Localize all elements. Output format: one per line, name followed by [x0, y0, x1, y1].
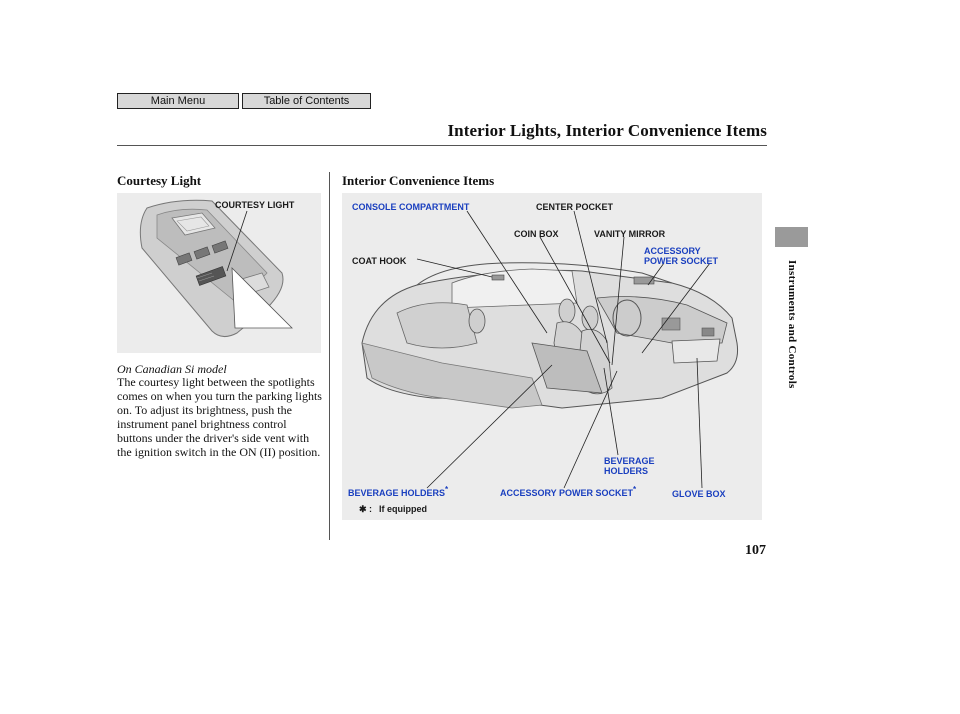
table-of-contents-button[interactable]: Table of Contents — [242, 93, 371, 109]
section-side-label: Instruments and Controls — [786, 260, 798, 389]
center-pocket-label: CENTER POCKET — [536, 202, 614, 212]
convenience-items-heading: Interior Convenience Items — [342, 173, 495, 188]
interior-convenience-illustration — [342, 193, 762, 520]
main-menu-button[interactable]: Main Menu — [117, 93, 239, 109]
if-equipped-asterisk: * — [445, 485, 449, 494]
coin-box-label: COIN BOX — [514, 229, 559, 239]
accessory-power-socket-bottom-label: ACCESSORY POWER SOCKET* — [500, 485, 637, 498]
if-equipped-asterisk: * — [633, 485, 637, 494]
vanity-mirror-label: VANITY MIRROR — [594, 229, 666, 239]
glove-box-label: GLOVE BOX — [672, 489, 726, 499]
title-rule — [117, 145, 767, 146]
courtesy-light-description: The courtesy light between the spotlights comes on when you turn the parking lights on. To adjust its brightness, push the instrument panel brightness control buttons under the driver's side vent with the ignition switch in the ON (II) position. — [117, 375, 322, 459]
legend-symbol: ✱ : — [359, 504, 373, 514]
courtesy-light-illustration — [117, 193, 321, 353]
column-divider — [329, 172, 330, 540]
model-caption: On Canadian Si model — [117, 362, 227, 376]
section-tab-marker — [775, 227, 808, 247]
beverage-holders-right-label: BEVERAGE HOLDERS — [604, 456, 655, 476]
beverage-holders-bottom-label: BEVERAGE HOLDERS* — [348, 485, 449, 498]
courtesy-light-heading: Courtesy Light — [117, 173, 202, 188]
console-compartment-label: CONSOLE COMPARTMENT — [352, 202, 470, 212]
coat-hook-label: COAT HOOK — [352, 256, 407, 266]
page-number: 107 — [745, 543, 766, 558]
legend-if-equipped: If equipped — [379, 504, 427, 514]
courtesy-light-callout: COURTESY LIGHT — [215, 200, 295, 210]
car-interior-drawing — [342, 193, 762, 520]
accessory-power-socket-top-label: ACCESSORY POWER SOCKET — [644, 246, 719, 266]
courtesy-light-drawing — [117, 193, 321, 353]
page-title: Interior Lights, Interior Convenience Items — [447, 121, 767, 140]
